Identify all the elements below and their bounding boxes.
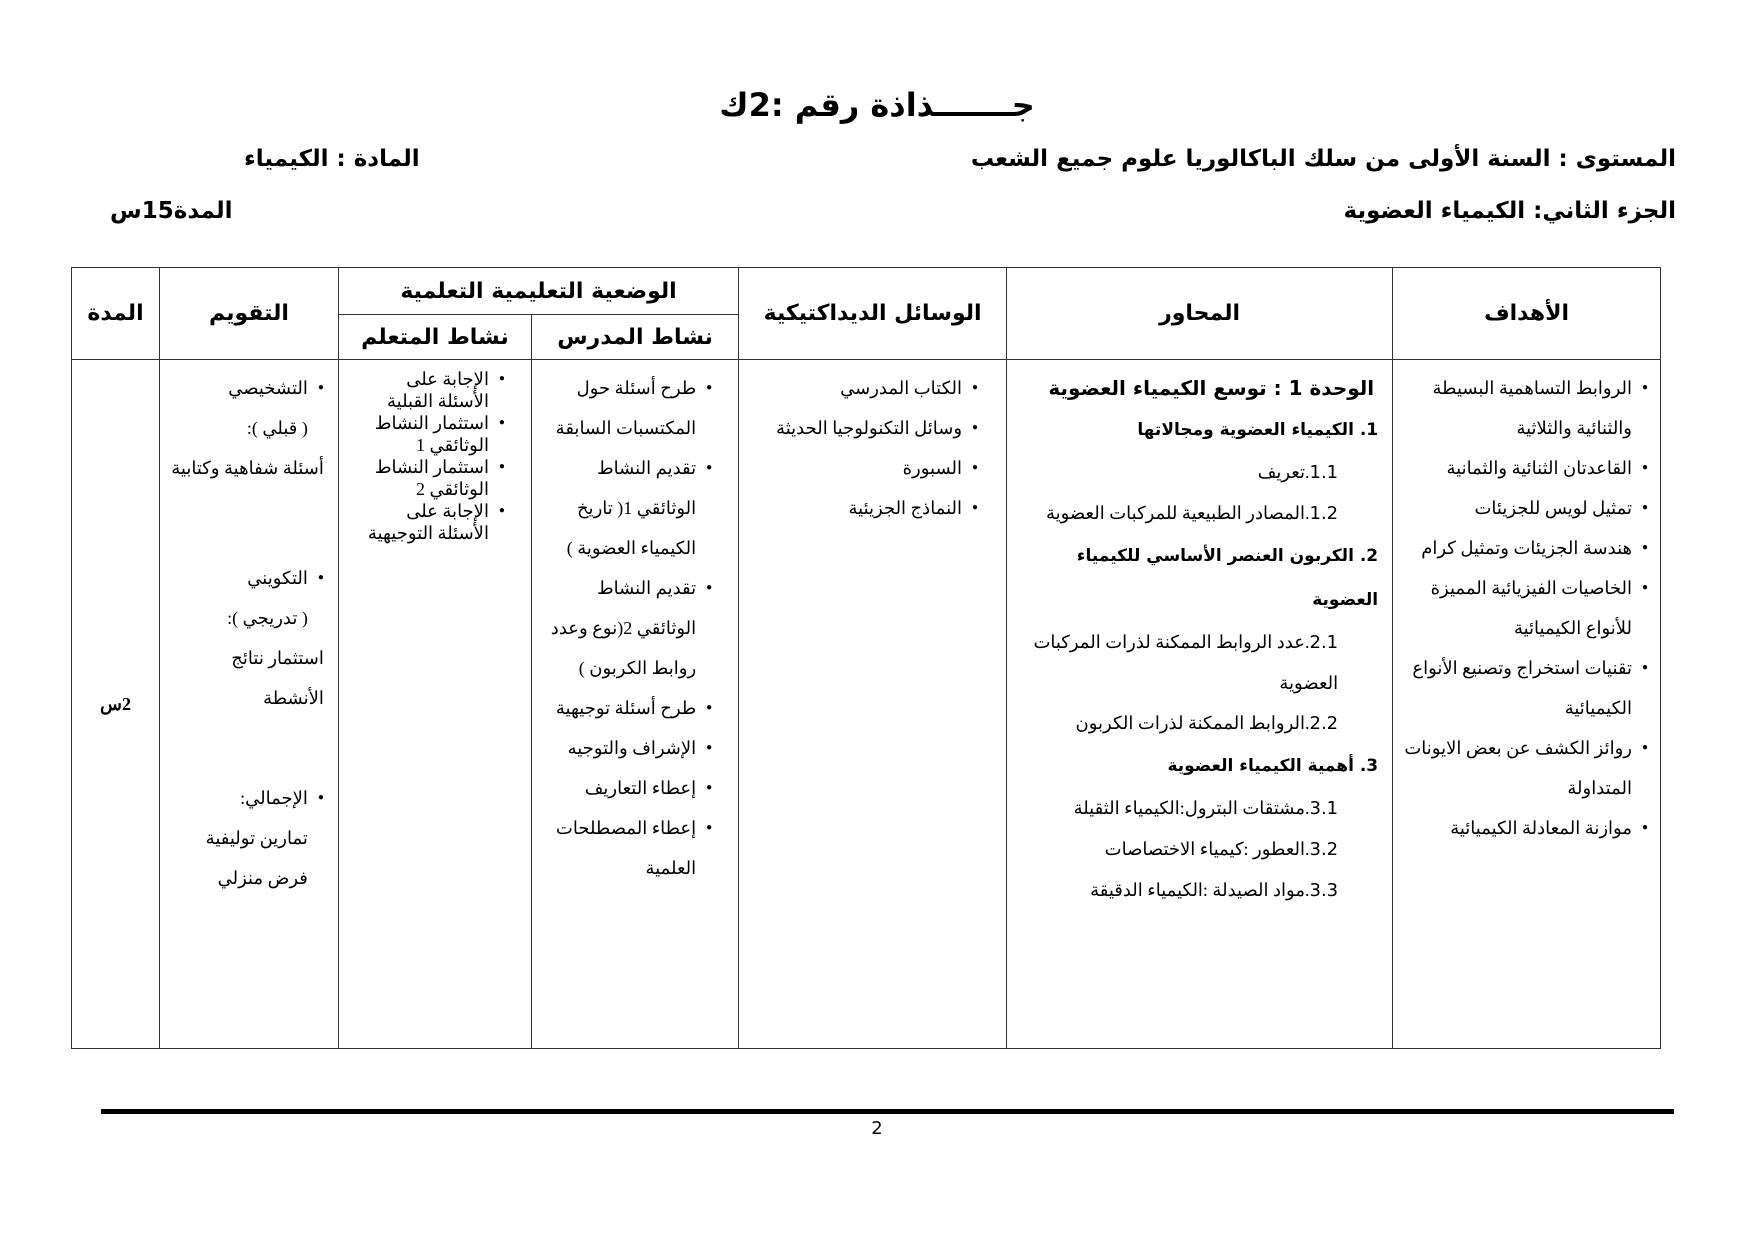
col-situation: الوضعية التعليمية التعلمية [338,268,738,315]
objective-item: ● الخاصيات الفيزيائية المميزة للأنواع الكيميائية [1401,568,1648,648]
teacher-list [546,368,712,888]
axis-section-text: أهمية الكيمياء العضوية [1167,756,1354,776]
col-means: الوسائل الديداكتيكية [739,268,1007,360]
axis-section-title [1015,408,1378,452]
subject-label: المادة : الكيمياء [244,146,420,172]
col-duration: المدة [72,268,160,360]
level-label: المستوى : السنة الأولى من سلك الباكالوريا علوم جميع الشعب [970,146,1676,172]
page-title: جـــــــذاذة رقم :2ك [719,86,1035,124]
axis-subsection-text: .المصادر الطبيعية للمركبات العضوية [1045,503,1310,523]
col-learner: نشاط المتعلم [338,315,531,360]
duration-label: المدة15س [110,198,233,224]
means-list [747,368,978,528]
teacher-activity-item: ● إعطاء التعاريف [546,768,712,808]
axis-subsection [1015,788,1378,829]
objective-item: ● القاعدتان الثنائية والثمانية [1401,448,1648,488]
axis-subsection [1015,452,1378,493]
means-item: ● وسائل التكنولوجيا الحديثة [747,408,978,448]
learner-activity-item: ● استثمار النشاط الوثائقي 1 [359,412,505,456]
axis-section-number: 3. [1353,756,1379,776]
objective-item: ● موازنة المعادلة الكيميائية [1401,808,1648,848]
axis-subsection-number: 1.1 [1309,462,1339,483]
teacher-activity-item: ● طرح أسئلة توجيهية [546,688,712,728]
axis-subsection-number: 2.1 [1309,632,1339,653]
objective-item: ● تمثيل لويس للجزيئات [1401,488,1648,528]
teacher-activity-item: ● تقديم النشاط الوثائقي 2(نوع وعدد روابط الكربون ) [546,568,712,688]
learner-list [359,368,505,544]
axis-subsection [1015,493,1378,534]
means-cell [739,360,1007,1049]
axis-subsection-text: .مواد الصيدلة :الكيمياء الدقيقة [1090,880,1310,900]
objectives-cell [1393,360,1661,1049]
axis-subsection-text: .مشتقات البترول:الكيمياء الثقيلة [1073,798,1310,818]
eval-diagnostic-title: ● التشخيصي [168,368,324,408]
teacher-activity-item: ● تقديم النشاط الوثائقي 1( تاريخ الكيمياء العضوية ) [546,448,712,568]
axis-section-title [1015,534,1378,622]
eval-summative-line2: فرض منزلي [217,868,308,888]
objective-item: ● روائز الكشف عن بعض الايونات المتداولة [1401,728,1648,808]
unit-title: الوحدة 1 : توسع الكيمياء العضوية [1048,376,1375,400]
eval-formative-desc: استثمار نتائج الأنشطة [231,648,324,708]
eval-formative-type: ( تدريجي ): [227,608,308,628]
axis-subsection-number: 3.1 [1309,798,1339,819]
learner-cell [338,360,531,1049]
means-item: ● الكتاب المدرسي [747,368,978,408]
axis-subsection-number: 2.2 [1309,713,1339,734]
axis-subsection [1015,622,1378,703]
axes-body [1015,408,1378,911]
eval-summative-line1: تمارين توليفية [205,828,308,848]
axis-subsection-number: 1.2 [1309,503,1339,524]
table-row [72,360,1661,1049]
axis-subsection [1015,703,1378,744]
axis-section-number: 2. [1353,546,1379,566]
duration-cell: 2س [72,360,160,1049]
col-teacher: نشاط المدرس [531,315,738,360]
axis-section-number: 1. [1353,420,1379,440]
axis-section-text: الكربون العنصر الأساسي للكيمياء العضوية [1076,546,1379,610]
axis-subsection-text: .العطور :كيمياء الاختصاصات [1104,839,1310,859]
objective-item: ● تقنيات استخراج وتصنيع الأنواع الكيميائية [1401,648,1648,728]
axis-subsection-number: 3.3 [1309,880,1339,901]
eval-diagnostic-desc: أسئلة شفاهية وكتابية [171,458,324,478]
axis-subsection [1015,829,1378,870]
objectives-list [1401,368,1648,848]
eval-diagnostic-type: ( قبلي ): [246,418,308,438]
table-header-row [72,268,1661,315]
part-label: الجزء الثاني: الكيمياء العضوية [1343,198,1676,224]
footer-divider [101,1109,1674,1114]
teacher-cell [531,360,738,1049]
teacher-activity-item: ● طرح أسئلة حول المكتسبات السابقة [546,368,712,448]
axis-subsection [1015,870,1378,911]
learner-activity-item: ● استثمار النشاط الوثائقي 2 [359,456,505,500]
axes-cell [1007,360,1393,1049]
axis-section-text: الكيمياء العضوية ومجالاتها [1137,420,1354,440]
teacher-activity-item: ● الإشراف والتوجيه [546,728,712,768]
eval-summative-title: ● الإجمالي: [168,778,324,818]
axis-section-title [1015,744,1378,788]
col-evaluation: التقويم [159,268,338,360]
eval-formative-title: ● التكويني [168,558,324,598]
axis-subsection-text: .تعريف [1257,462,1310,482]
means-item: ● النماذج الجزيئية [747,488,978,528]
teacher-activity-item: ● إعطاء المصطلحات العلمية [546,808,712,888]
page-number: 2 [871,1118,883,1139]
evaluation-cell [159,360,338,1049]
means-item: ● السبورة [747,448,978,488]
axis-subsection-text: .عدد الروابط الممكنة لذرات المركبات العضوية [1033,632,1339,693]
objective-item: ● الروابط التساهمية البسيطة والثنائية والثلاثية [1401,368,1648,448]
axis-subsection-text: .الروابط الممكنة لذرات الكربون [1075,713,1310,733]
learner-activity-item: ● الإجابة على الأسئلة القبلية [359,368,505,412]
col-axes: المحاور [1007,268,1393,360]
learner-activity-item: ● الإجابة على الأسئلة التوجيهية [359,500,505,544]
col-objectives: الأهداف [1393,268,1661,360]
lesson-plan-table [71,267,1661,1049]
objective-item: ● هندسة الجزيئات وتمثيل كرام [1401,528,1648,568]
axis-subsection-number: 3.2 [1309,839,1339,860]
